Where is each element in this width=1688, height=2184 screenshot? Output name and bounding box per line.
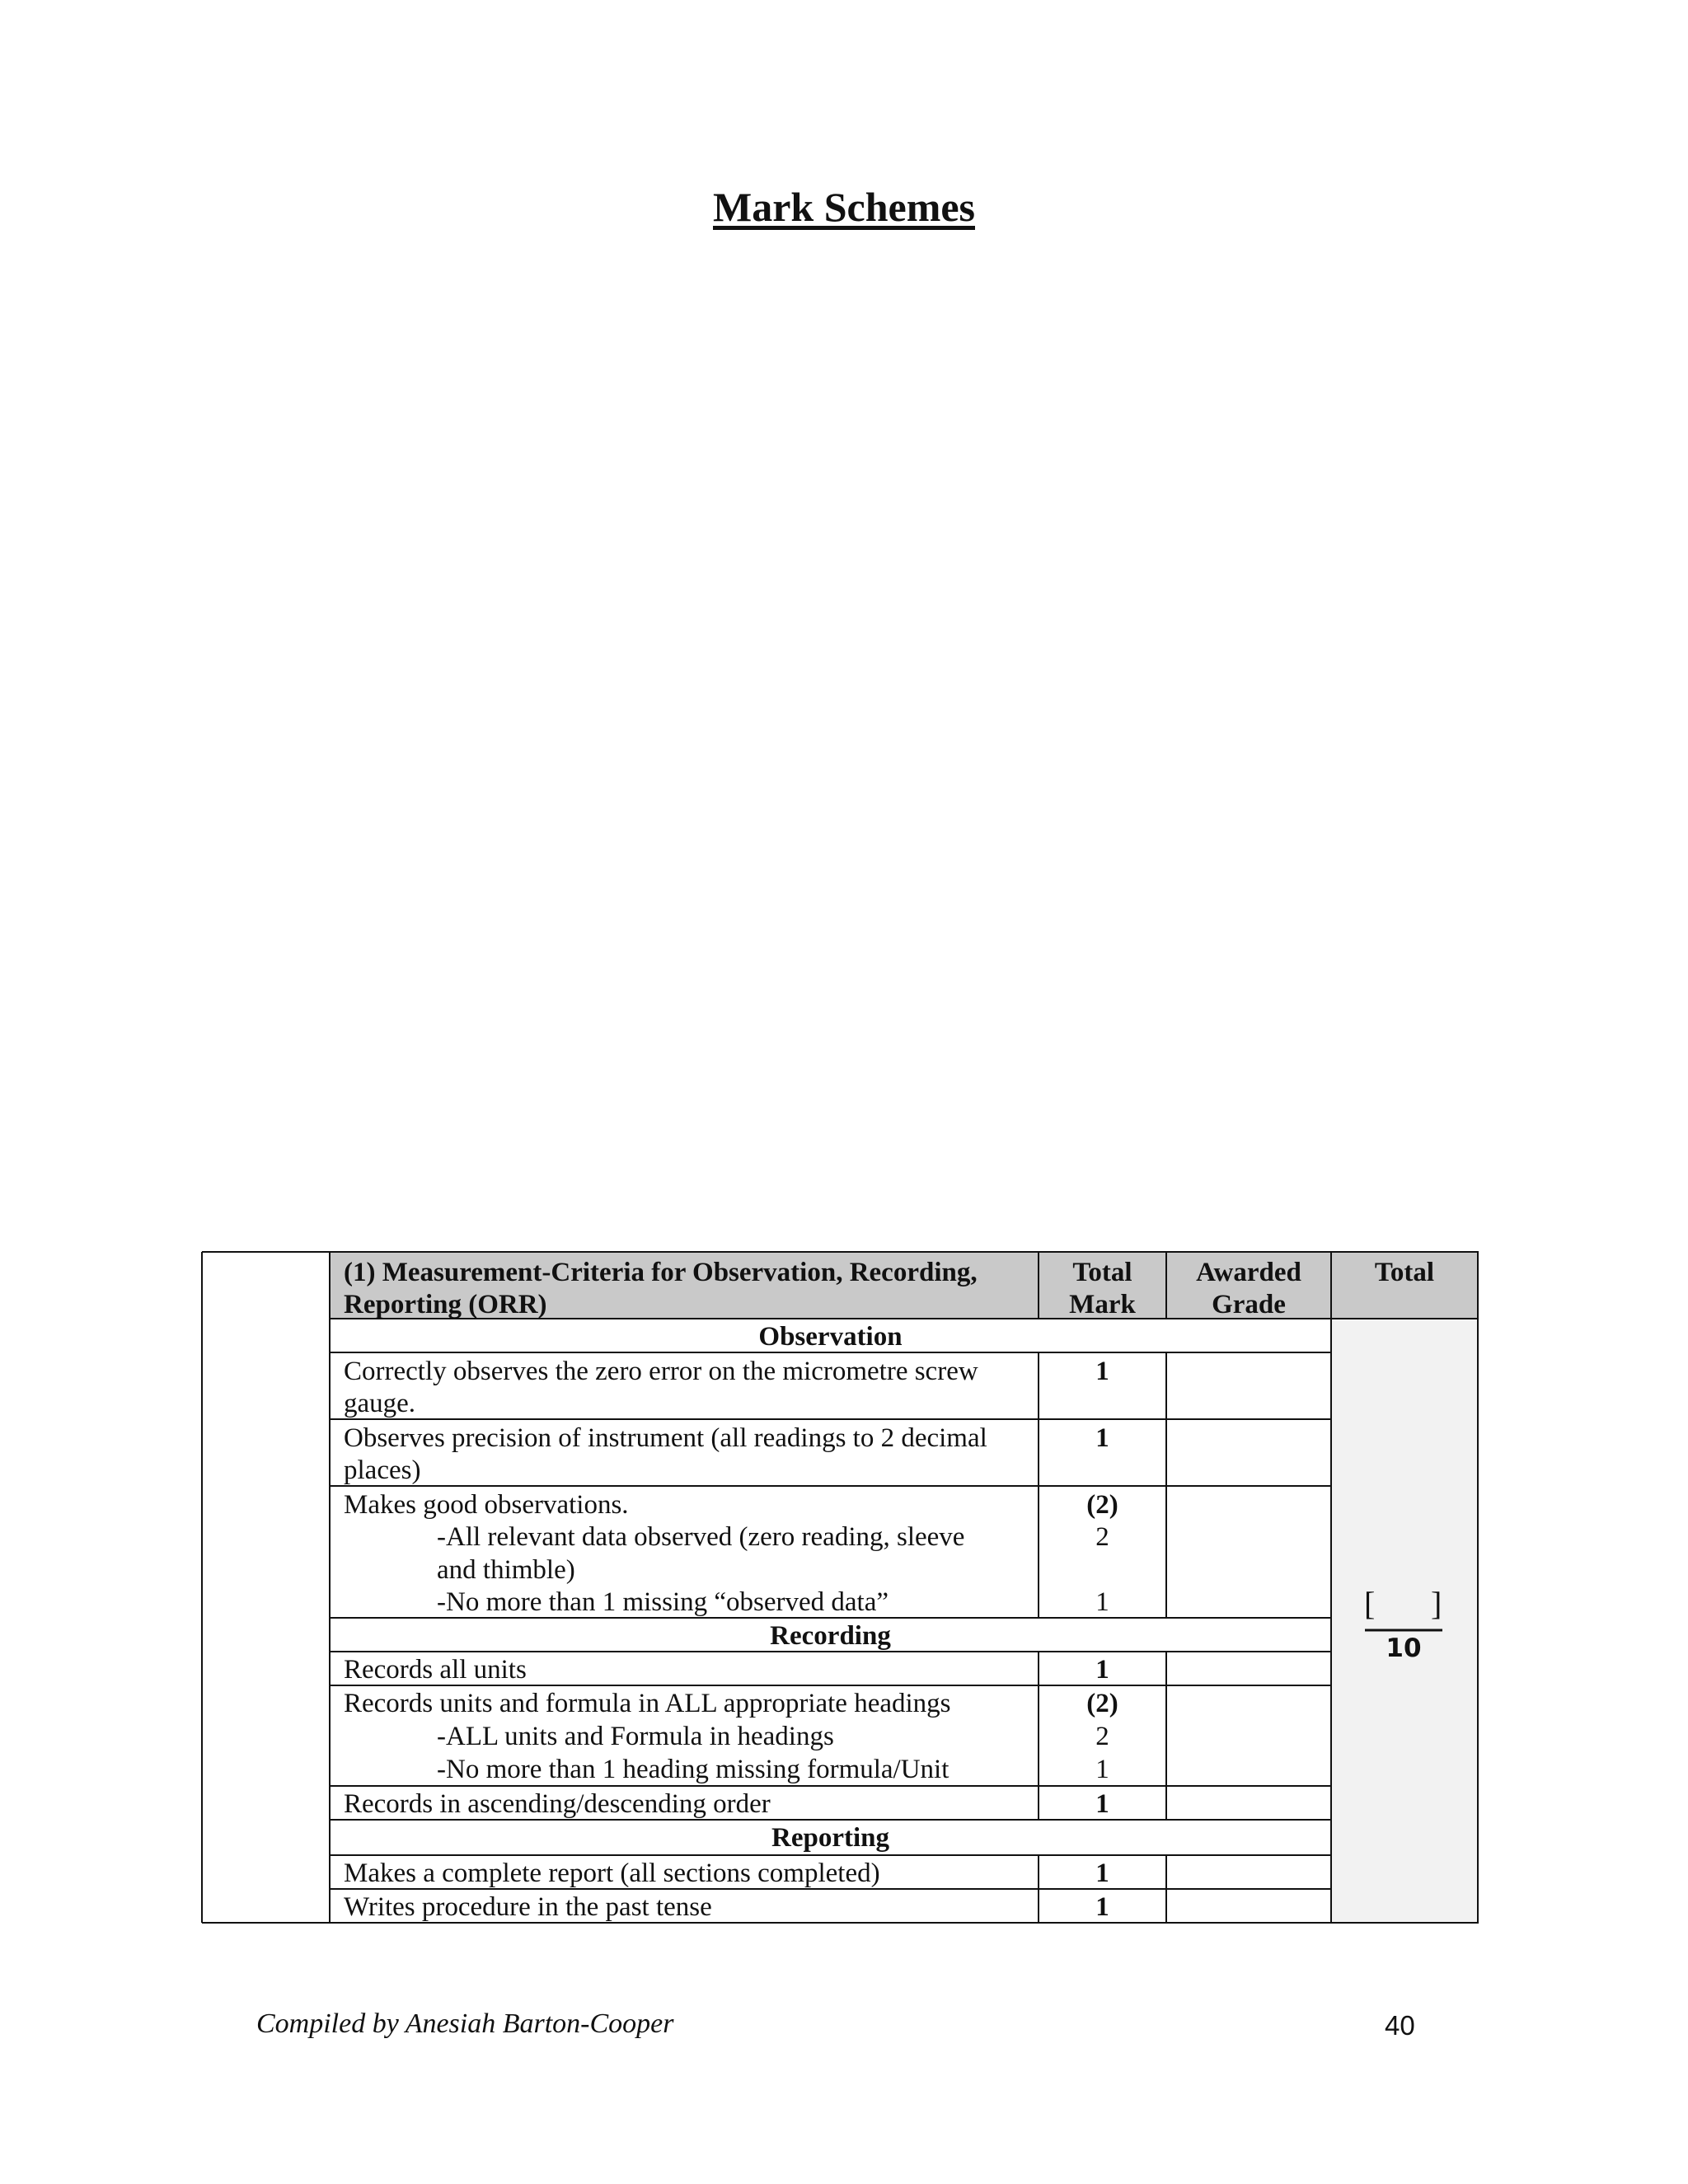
row5-sub2: -No more than 1 heading missing formula/Unit	[437, 1755, 950, 1784]
row5-mark-sub2: 1	[1095, 1755, 1109, 1784]
total-bracket-open: [	[1364, 1585, 1376, 1622]
header-total-mark-line1: Total	[1072, 1258, 1132, 1287]
row2-text-line2: places)	[344, 1455, 421, 1485]
row2-text-line1: Observes precision of instrument (all readings to 2 decimal	[344, 1423, 987, 1453]
row8-mark: 1	[1095, 1892, 1109, 1922]
row3-mark-total: (2)	[1086, 1490, 1118, 1520]
row5-mark-sub1: 2	[1095, 1722, 1109, 1751]
row3-sub2: -No more than 1 missing “observed data”	[437, 1587, 889, 1617]
row3-sub1-line2: and thimble)	[437, 1555, 575, 1585]
row7-mark: 1	[1095, 1858, 1109, 1888]
total-bracket-close: ]	[1431, 1585, 1442, 1622]
total-column-fill	[1331, 1319, 1478, 1923]
section-reporting: Reporting	[771, 1823, 889, 1853]
header-criteria-line2: Reporting (ORR)	[344, 1290, 547, 1319]
header-total: Total	[1374, 1258, 1435, 1287]
row3-mark-sub2: 1	[1095, 1587, 1109, 1617]
footer-author: Compiled by Anesiah Barton-Cooper	[256, 2008, 674, 2039]
row7-text: Makes a complete report (all sections completed)	[344, 1858, 880, 1888]
row4-text: Records all units	[344, 1655, 527, 1685]
row5-sub1: -ALL units and Formula in headings	[437, 1722, 834, 1751]
row1-text-line2: gauge.	[344, 1389, 416, 1418]
section-observation: Observation	[758, 1322, 903, 1352]
row3-text-line1: Makes good observations.	[344, 1490, 629, 1520]
page-number: 40	[1385, 2010, 1415, 2041]
row6-text: Records in ascending/descending order	[344, 1789, 771, 1819]
row2-mark: 1	[1095, 1423, 1109, 1453]
row3-sub1-line1: -All relevant data observed (zero reading, sleeve	[437, 1522, 965, 1552]
row5-text-line1: Records units and formula in ALL appropriate headings	[344, 1689, 951, 1718]
header-awarded-line2: Grade	[1212, 1290, 1286, 1319]
page-title: Mark Schemes	[713, 184, 975, 230]
header-awarded-line1: Awarded	[1196, 1258, 1301, 1287]
row1-mark: 1	[1095, 1357, 1109, 1386]
row8-text: Writes procedure in the past tense	[344, 1892, 712, 1922]
row4-mark: 1	[1095, 1655, 1109, 1685]
total-denominator: 10	[1386, 1633, 1422, 1663]
header-criteria-line1: (1) Measurement-Criteria for Observation, Recording,	[344, 1258, 978, 1287]
section-recording: Recording	[770, 1621, 891, 1651]
row6-mark: 1	[1095, 1789, 1109, 1819]
row5-mark-total: (2)	[1086, 1689, 1118, 1718]
row1-text-line1: Correctly observes the zero error on the micrometre screw	[344, 1357, 978, 1386]
header-total-mark-line2: Mark	[1069, 1290, 1136, 1319]
row3-mark-sub1: 2	[1095, 1522, 1109, 1552]
